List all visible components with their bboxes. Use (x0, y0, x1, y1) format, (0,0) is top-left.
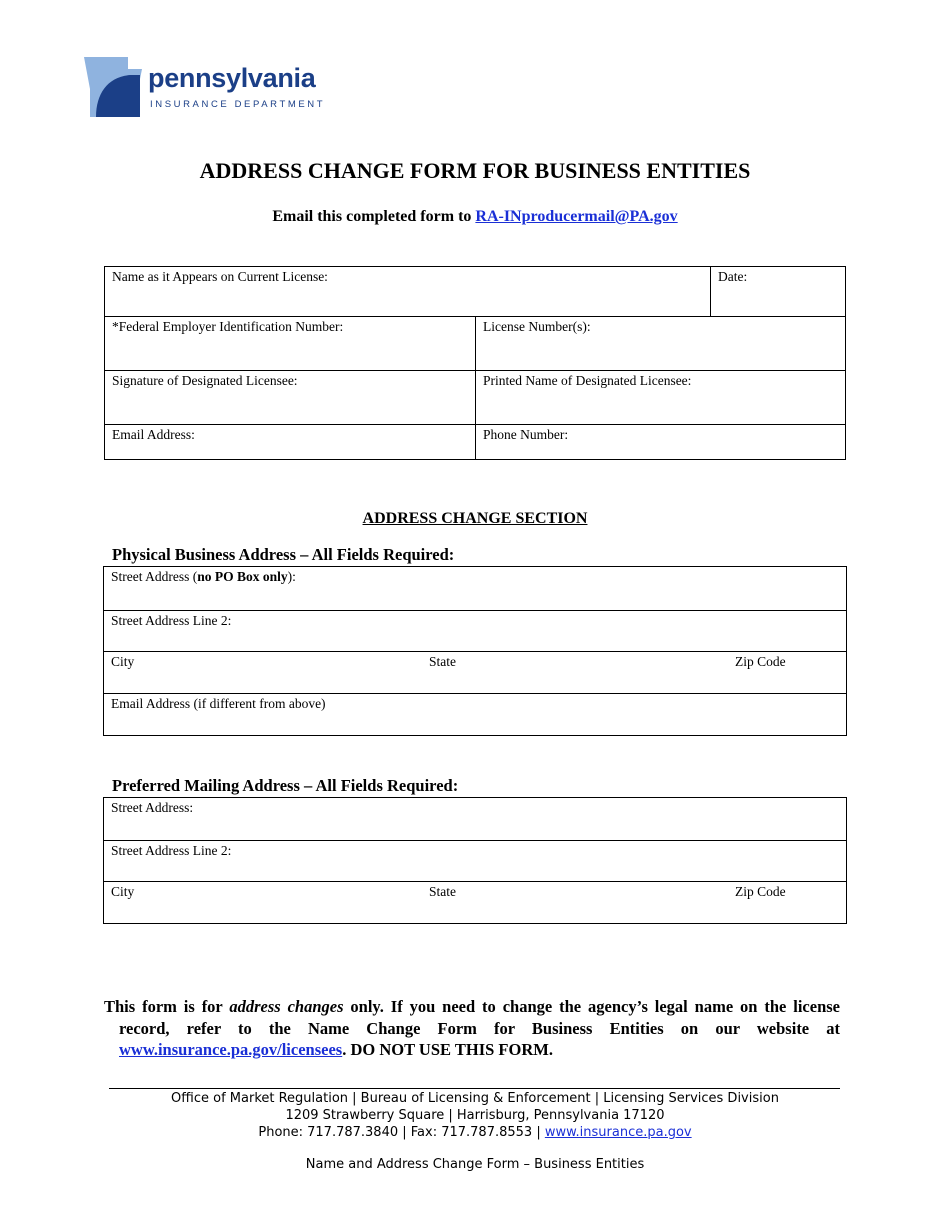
physical-email-label: Email Address (if different from above) (111, 696, 326, 711)
footer-office: Office of Market Regulation | Bureau of Licensing & Enforcement | Licensing Services Division (171, 1091, 779, 1106)
licensee-info-table (104, 266, 846, 460)
physical-street-field[interactable] (104, 567, 847, 611)
physical-zip-label: Zip Code (735, 654, 786, 669)
date-label: Date: (718, 269, 748, 284)
physical-city-state-zip-field[interactable] (104, 652, 847, 694)
footer-address: 1209 Strawberry Square | Harrisburg, Pennsylvania 17120 (285, 1108, 665, 1123)
name-label: Name as it Appears on Current License: (112, 269, 328, 284)
physical-street2-label: Street Address Line 2: (111, 613, 232, 628)
email-instruction-text: Email this completed form to (272, 208, 472, 225)
physical-address-heading: Physical Business Address – All Fields Required: (112, 545, 455, 564)
footer-divider (109, 1088, 840, 1089)
fein-field[interactable] (105, 317, 476, 371)
logo-department: INSURANCE DEPARTMENT (150, 99, 326, 110)
license-number-field[interactable] (476, 317, 846, 371)
mailing-address-table (103, 797, 847, 924)
physical-state-label: State (429, 654, 456, 669)
date-field[interactable] (711, 267, 846, 317)
email-label: Email Address: (112, 427, 195, 442)
physical-address-table (103, 566, 847, 736)
footer-form-name: Name and Address Change Form – Business Entities (305, 1157, 645, 1172)
mailing-street2-label: Street Address Line 2: (111, 843, 232, 858)
email-instruction (0, 208, 950, 226)
mailing-state-label: State (429, 884, 456, 899)
notice-emphasis: address changes (229, 997, 344, 1016)
mailing-zip-label: Zip Code (735, 884, 786, 899)
license-number-label: License Number(s): (483, 319, 591, 334)
physical-city-label: City (111, 654, 135, 669)
name-change-notice: This form is for address changes only. If you need to change the agency’s legal name on the license record, refer to the Name Change Form for Business Entities on our website at www.insurance.pa.gov/licensees. DO NOT USE THIS FORM. (104, 997, 840, 1059)
address-change-section-title: ADDRESS CHANGE SECTION (362, 510, 588, 527)
phone-field[interactable] (476, 425, 846, 460)
footer-contact: Phone: 717.787.3840 | Fax: 717.787.8553 | www.insurance.pa.gov (258, 1125, 692, 1140)
pa-insurance-logo (84, 55, 344, 120)
email-field[interactable] (105, 425, 476, 460)
fein-label: *Federal Employer Identification Number: (112, 319, 344, 334)
physical-street-label: Street Address (no PO Box only): (111, 569, 296, 584)
physical-street2-field[interactable] (104, 611, 847, 652)
physical-email-field[interactable] (104, 694, 847, 736)
printed-name-label: Printed Name of Designated Licensee: (483, 373, 692, 388)
footer (0, 1090, 950, 1173)
footer-website-link[interactable]: www.insurance.pa.gov (544, 1125, 692, 1140)
submission-email-link[interactable]: RA-INproducermail@PA.gov (475, 208, 678, 225)
mailing-address-heading: Preferred Mailing Address – All Fields Required: (112, 776, 459, 795)
keystone-logo-icon (84, 55, 146, 117)
mailing-city-label: City (111, 884, 135, 899)
licensees-link[interactable]: www.insurance.pa.gov/licensees (119, 1040, 343, 1059)
logo-wordmark: pennsylvania (148, 63, 316, 93)
mailing-street2-field[interactable] (104, 841, 847, 882)
phone-label: Phone Number: (483, 427, 569, 442)
printed-name-field[interactable] (476, 371, 846, 425)
mailing-street-field[interactable] (104, 798, 847, 841)
mailing-city-state-zip-field[interactable] (104, 882, 847, 924)
page-title: ADDRESS CHANGE FORM FOR BUSINESS ENTITIES (199, 158, 751, 183)
name-field[interactable] (105, 267, 711, 317)
signature-field[interactable] (105, 371, 476, 425)
signature-label: Signature of Designated Licensee: (112, 373, 298, 388)
mailing-street-label: Street Address: (111, 800, 194, 815)
